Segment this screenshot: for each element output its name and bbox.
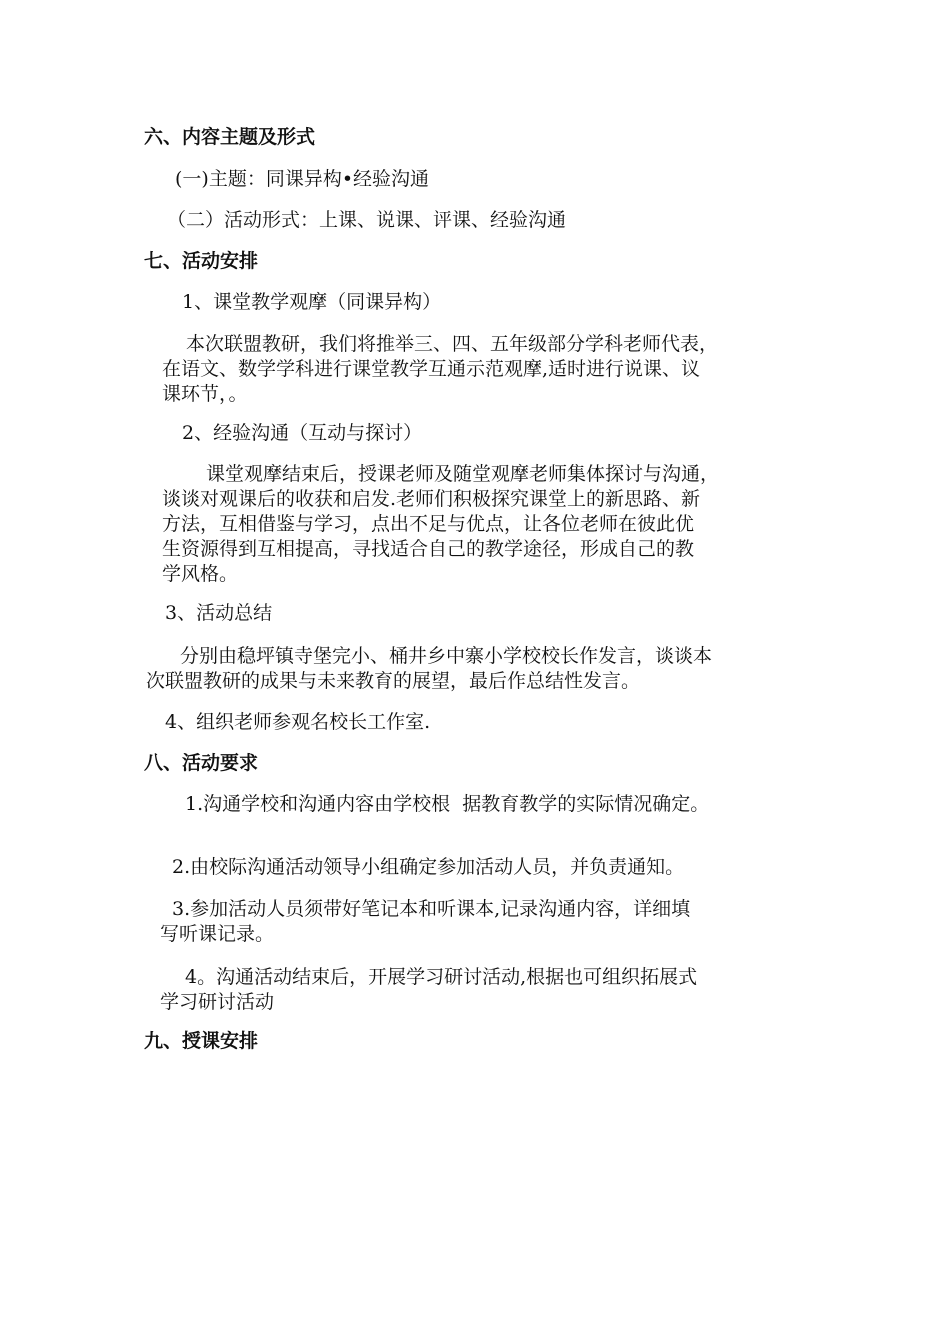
section-heading-7: 七、活动安排 [144, 250, 259, 272]
requirement-4-line: 4。沟通活动结束后，开展学习研讨活动,根据也可组织拓展式 [185, 966, 698, 988]
paragraph-line: 课堂观摩结束后，授课老师及随堂观摩老师集体探讨与沟通， [206, 463, 720, 485]
requirement-3-line: 写听课记录。 [160, 923, 275, 945]
activity-form-line: （二）活动形式：上课、说课、评课、经验沟通 [167, 209, 567, 231]
section-heading-8: 八、活动要求 [144, 752, 259, 774]
section-heading-9: 九、授课安排 [144, 1030, 259, 1052]
subsection-title-2: 2、经验沟通（互动与探讨） [182, 422, 423, 444]
subsection-title-4: 4、组织老师参观名校长工作室. [165, 711, 431, 733]
paragraph-line: 次联盟教研的成果与未来教育的展望，最后作总结性发言。 [146, 670, 641, 692]
requirement-4-line: 学习研讨活动 [160, 991, 275, 1013]
requirement-3-line: 3.参加活动人员须带好笔记本和听课本,记录沟通内容，详细填 [172, 898, 691, 920]
paragraph-line: 生资源得到互相提高，寻找适合自己的教学途径，形成自己的教 [162, 538, 695, 560]
section-heading-6: 六、内容主题及形式 [144, 126, 316, 148]
paragraph-line: 谈谈对观课后的收获和启发.老师们积极探究课堂上的新思路、新 [162, 488, 701, 510]
paragraph-line: 在语文、数学学科进行课堂教学互通示范观摩,适时进行说课、议 [162, 358, 701, 380]
paragraph-line: 学风格。 [162, 563, 239, 585]
paragraph-line: 课环节，。 [162, 383, 248, 405]
subsection-title-3: 3、活动总结 [165, 602, 273, 624]
theme-line: (一)主题：同课异构•经验沟通 [175, 168, 430, 190]
requirement-1: 1.沟通学校和沟通内容由学校根 据教育教学的实际情况确定。 [185, 793, 710, 815]
paragraph-line: 方法，互相借鉴与学习，点出不足与优点，让各位老师在彼此优 [162, 513, 695, 535]
paragraph-line: 本次联盟教研，我们将推举三、四、五年级部分学科老师代表， [186, 333, 719, 355]
paragraph-line: 分别由稳坪镇寺堡完小、桶井乡中寨小学校校长作发言，谈谈本 [180, 645, 713, 667]
requirement-2: 2.由校际沟通活动领导小组确定参加活动人员，并负责通知。 [172, 856, 685, 878]
subsection-title-1: 1、课堂教学观摩（同课异构） [182, 291, 442, 313]
